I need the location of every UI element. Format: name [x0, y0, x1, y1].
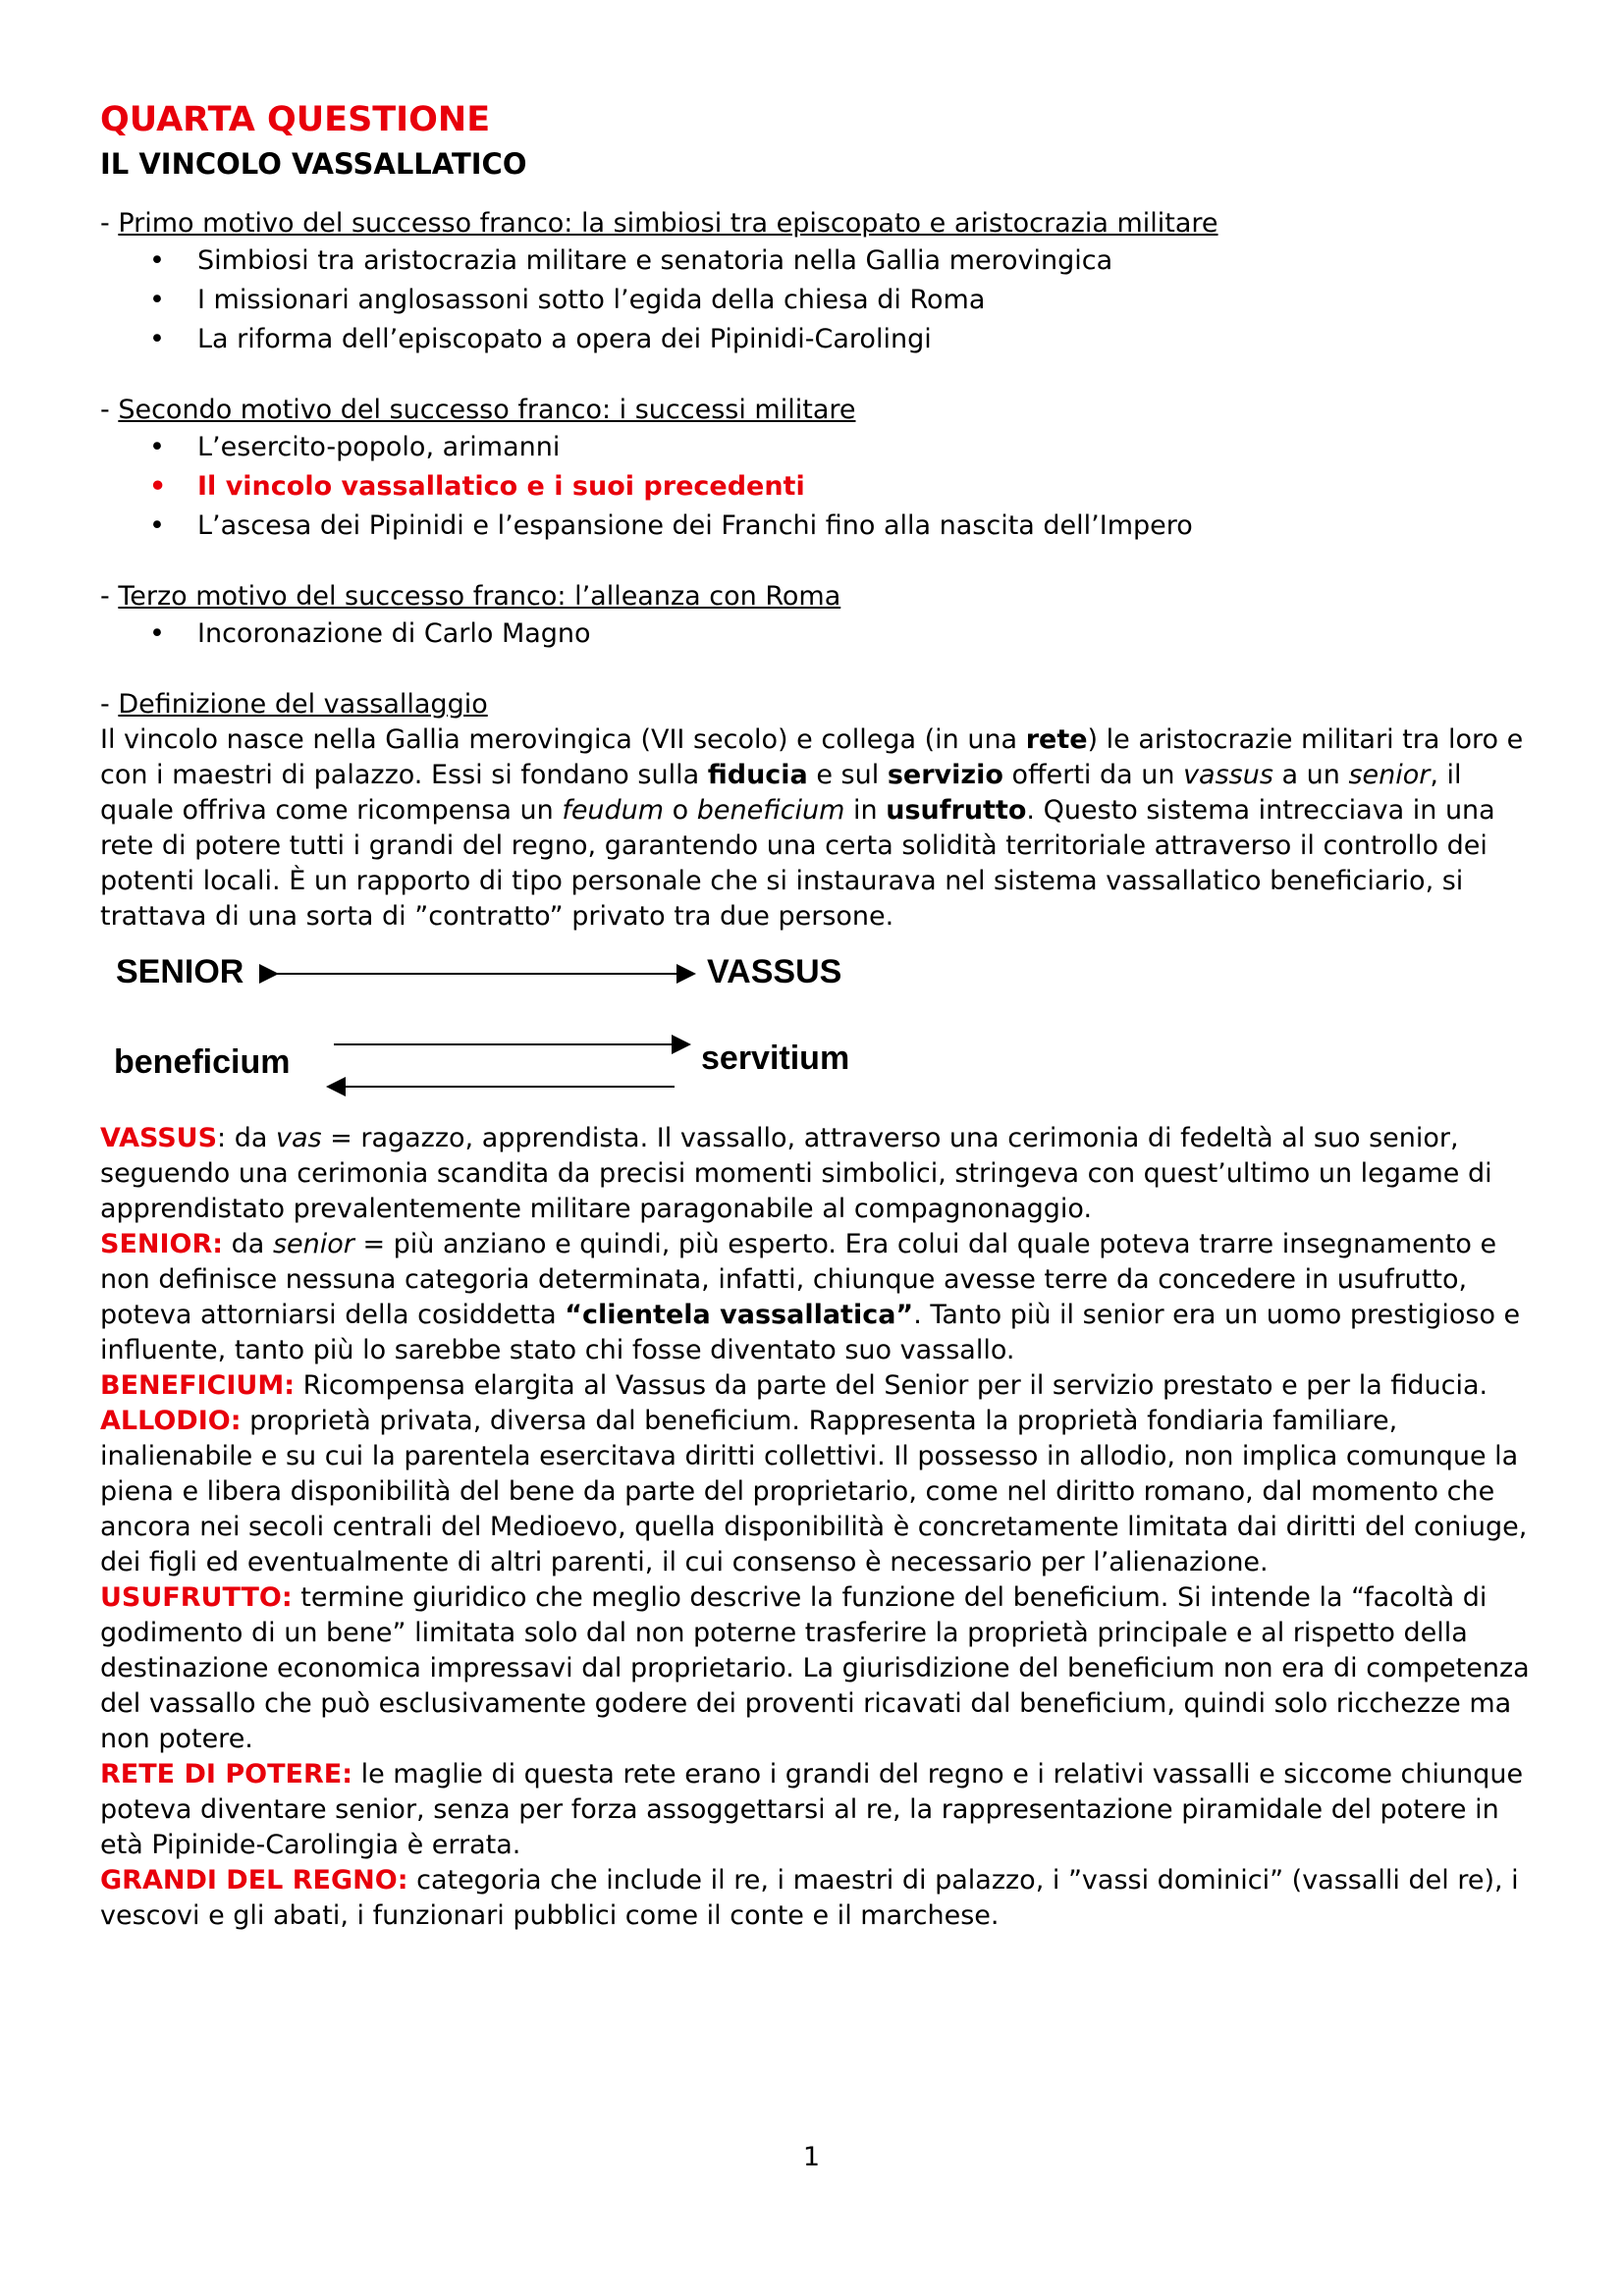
glossary-entry: [100, 1404, 1543, 1580]
spacer: [100, 546, 1543, 579]
bold-text: servizio: [887, 760, 1003, 790]
section-heading: [100, 687, 1543, 722]
heading-dash: -: [100, 689, 119, 720]
list-item: • Il vincolo vassallatico e i suoi precedenti: [100, 467, 1543, 507]
list-item: • I missionari anglosassoni sotto l’egida della chiesa di Roma: [100, 281, 1543, 320]
heading-text: Terzo motivo del successo franco: l’alleanza con Roma: [118, 581, 841, 612]
text-run: offerti da un: [1002, 760, 1184, 790]
italic-text: vassus: [1183, 760, 1273, 790]
glossary-term: USUFRUTTO:: [100, 1582, 293, 1613]
text-run: termine giuridico che meglio descrive la funzione del beneficium. Si intende la “facoltà di godimento di un bene” limitata solo dal non poterne trasferire la proprietà principale e al rispetto della destinazione economica impressavi dal proprietario. La giurisdizione del beneficium non era di competenza del vassallo che può esclusivamente godere dei proventi ricavati dal beneficium, quindi solo ricchezze ma non potere.: [100, 1582, 1530, 1754]
glossary-entry: [100, 1863, 1543, 1934]
section-heading: [100, 393, 1543, 428]
text-run: a un: [1272, 760, 1349, 790]
text-run: e sul: [807, 760, 888, 790]
diagram-vassus: VASSUS: [707, 953, 842, 990]
heading-text: Definizione del vassallaggio: [118, 689, 488, 720]
glossary-term: RETE DI POTERE:: [100, 1759, 352, 1789]
bold-text: usufrutto: [886, 795, 1027, 826]
list-item: • Incoronazione di Carlo Magno: [100, 614, 1543, 654]
glossary-term: ALLODIO:: [100, 1406, 242, 1436]
text-run: = più anziano e quindi, più esperto. Era colui dal quale poteva trarre insegnamento e non definisce nessuna categoria determinata, infatti, chiunque avesse terre da concedere in usufrutto, poteva attorniarsi della cosiddetta: [100, 1229, 1497, 1330]
heading-dash: -: [100, 395, 119, 425]
bullet-list: [100, 241, 1543, 359]
text-run: Ricompensa elargita al Vassus da parte del Senior per il servizio prestato e per la fiducia.: [295, 1370, 1488, 1401]
list-item: • La riforma dell’episcopato a opera dei Pipinidi-Carolingi: [100, 320, 1543, 359]
italic-text: senior: [272, 1229, 354, 1259]
glossary-term: GRANDI DEL REGNO:: [100, 1865, 408, 1896]
glossary-entry: [100, 1121, 1543, 1227]
list-item: • L’esercito-popolo, arimanni: [100, 428, 1543, 467]
heading-dash: -: [100, 581, 119, 612]
text-run: = ragazzo, apprendista. Il vassallo, attraverso una cerimonia di fedeltà al suo senior, seguendo una cerimonia scandita da precisi momenti simbolici, stringeva con quest’ultimo un legame di apprendistato prevalentemente militare paragonabile al compagnonaggio.: [100, 1123, 1492, 1224]
definition-section: [100, 687, 1543, 934]
section: [100, 393, 1543, 579]
diagram-beneficium: beneficium: [114, 1043, 291, 1081]
glossary-entry: [100, 1368, 1543, 1404]
text-run: Il vincolo nasce nella Gallia merovingica (VII secolo) e collega (in una: [100, 724, 1026, 755]
bullet-list: [100, 614, 1543, 654]
text-run: le maglie di questa rete erano i grandi del regno e i relativi vassalli e siccome chiunque poteva diventare senior, senza per forza assoggettarsi al re, la rappresentazione piramidale del potere in età Pipinide-Carolingia è errata.: [100, 1759, 1524, 1860]
sections: [100, 206, 1543, 687]
heading-text: Secondo motivo del successo franco: i successi militare: [118, 395, 856, 425]
glossary-entry: [100, 1227, 1543, 1368]
diagram-senior: SENIOR: [116, 953, 244, 990]
page-number: 1: [802, 2142, 821, 2172]
heading-text: Primo motivo del successo franco: la simbiosi tra episcopato e aristocrazia militare: [118, 208, 1218, 239]
section: [100, 206, 1543, 393]
text-run: ) le aristocrazie militari tra loro e con i maestri di palazzo. Essi si fondano sulla: [100, 724, 1524, 790]
italic-text: senior: [1348, 760, 1431, 790]
italic-text: vas: [275, 1123, 322, 1153]
bold-text: fiducia: [707, 760, 808, 790]
senior-vassus-diagram: [100, 946, 1543, 1115]
glossary-entry: [100, 1757, 1543, 1863]
text-run: : da: [217, 1123, 276, 1153]
glossary-term: SENIOR:: [100, 1229, 224, 1259]
italic-text: beneficium: [696, 795, 845, 826]
document-page: [100, 96, 1543, 1934]
spacer: [100, 654, 1543, 687]
bold-text: “clientela vassallatica”: [565, 1300, 914, 1330]
text-run: categoria che include il re, i maestri di palazzo, i ”vassi dominici” (vassalli del re), i vescovi e gli abati, i funzionari pubblici come il conte e il marchese.: [100, 1865, 1519, 1931]
bullet-list: [100, 428, 1543, 546]
section: [100, 579, 1543, 687]
document-subtitle: IL VINCOLO VASSALLATICO: [100, 147, 527, 181]
glossary: [100, 1121, 1543, 1934]
text-run: proprietà privata, diversa dal beneficium. Rappresenta la proprietà fondiaria familiare, inalienabile e su cui la parentela esercitava diritti collettivi. Il possesso in allodio, non implica comunque la piena e libera disponibilità del bene da parte del proprietario, come nel diritto romano, dal momento che ancora nei secoli centrali del Medioevo, quella disponibilità è concretamente limitata dai diritti del coniuge, dei figli ed eventualmente di altri parenti, il cui consenso è necessario per l’alienazione.: [100, 1406, 1528, 1577]
definition-paragraph: [100, 722, 1543, 934]
italic-text: feudum: [562, 795, 665, 826]
glossary-term: VASSUS: [100, 1123, 218, 1153]
text-run: in: [844, 795, 887, 826]
heading-dash: -: [100, 208, 119, 239]
text-run: o: [664, 795, 697, 826]
text-run: da: [223, 1229, 273, 1259]
section-heading: [100, 579, 1543, 614]
text-run: . Questo sistema intrecciava in una rete di potere tutti i grandi del regno, garantendo una certa solidità territoriale attraverso il controllo dei potenti locali. È un rapporto di tipo personale che si instaurava nel sistema vassallatico beneficiario, si trattava di una sorta di ”contratto” privato tra due persone.: [100, 795, 1495, 932]
glossary-entry: [100, 1580, 1543, 1757]
bold-text: rete: [1025, 724, 1088, 755]
section-heading: [100, 206, 1543, 241]
spacer: [100, 359, 1543, 393]
text-run: . Tanto più il senior era un uomo prestigioso e influente, tanto più lo sarebbe stato chi fosse diventato suo vassallo.: [100, 1300, 1521, 1365]
document-title: QUARTA QUESTIONE: [100, 100, 491, 139]
list-item: • L’ascesa dei Pipinidi e l’espansione dei Franchi fino alla nascita dell’Impero: [100, 507, 1543, 546]
text-run: , il quale offriva come ricompensa un: [100, 760, 1462, 826]
list-item: • Simbiosi tra aristocrazia militare e senatoria nella Gallia merovingica: [100, 241, 1543, 281]
glossary-term: BENEFICIUM:: [100, 1370, 296, 1401]
diagram-servitium: servitium: [701, 1040, 850, 1077]
